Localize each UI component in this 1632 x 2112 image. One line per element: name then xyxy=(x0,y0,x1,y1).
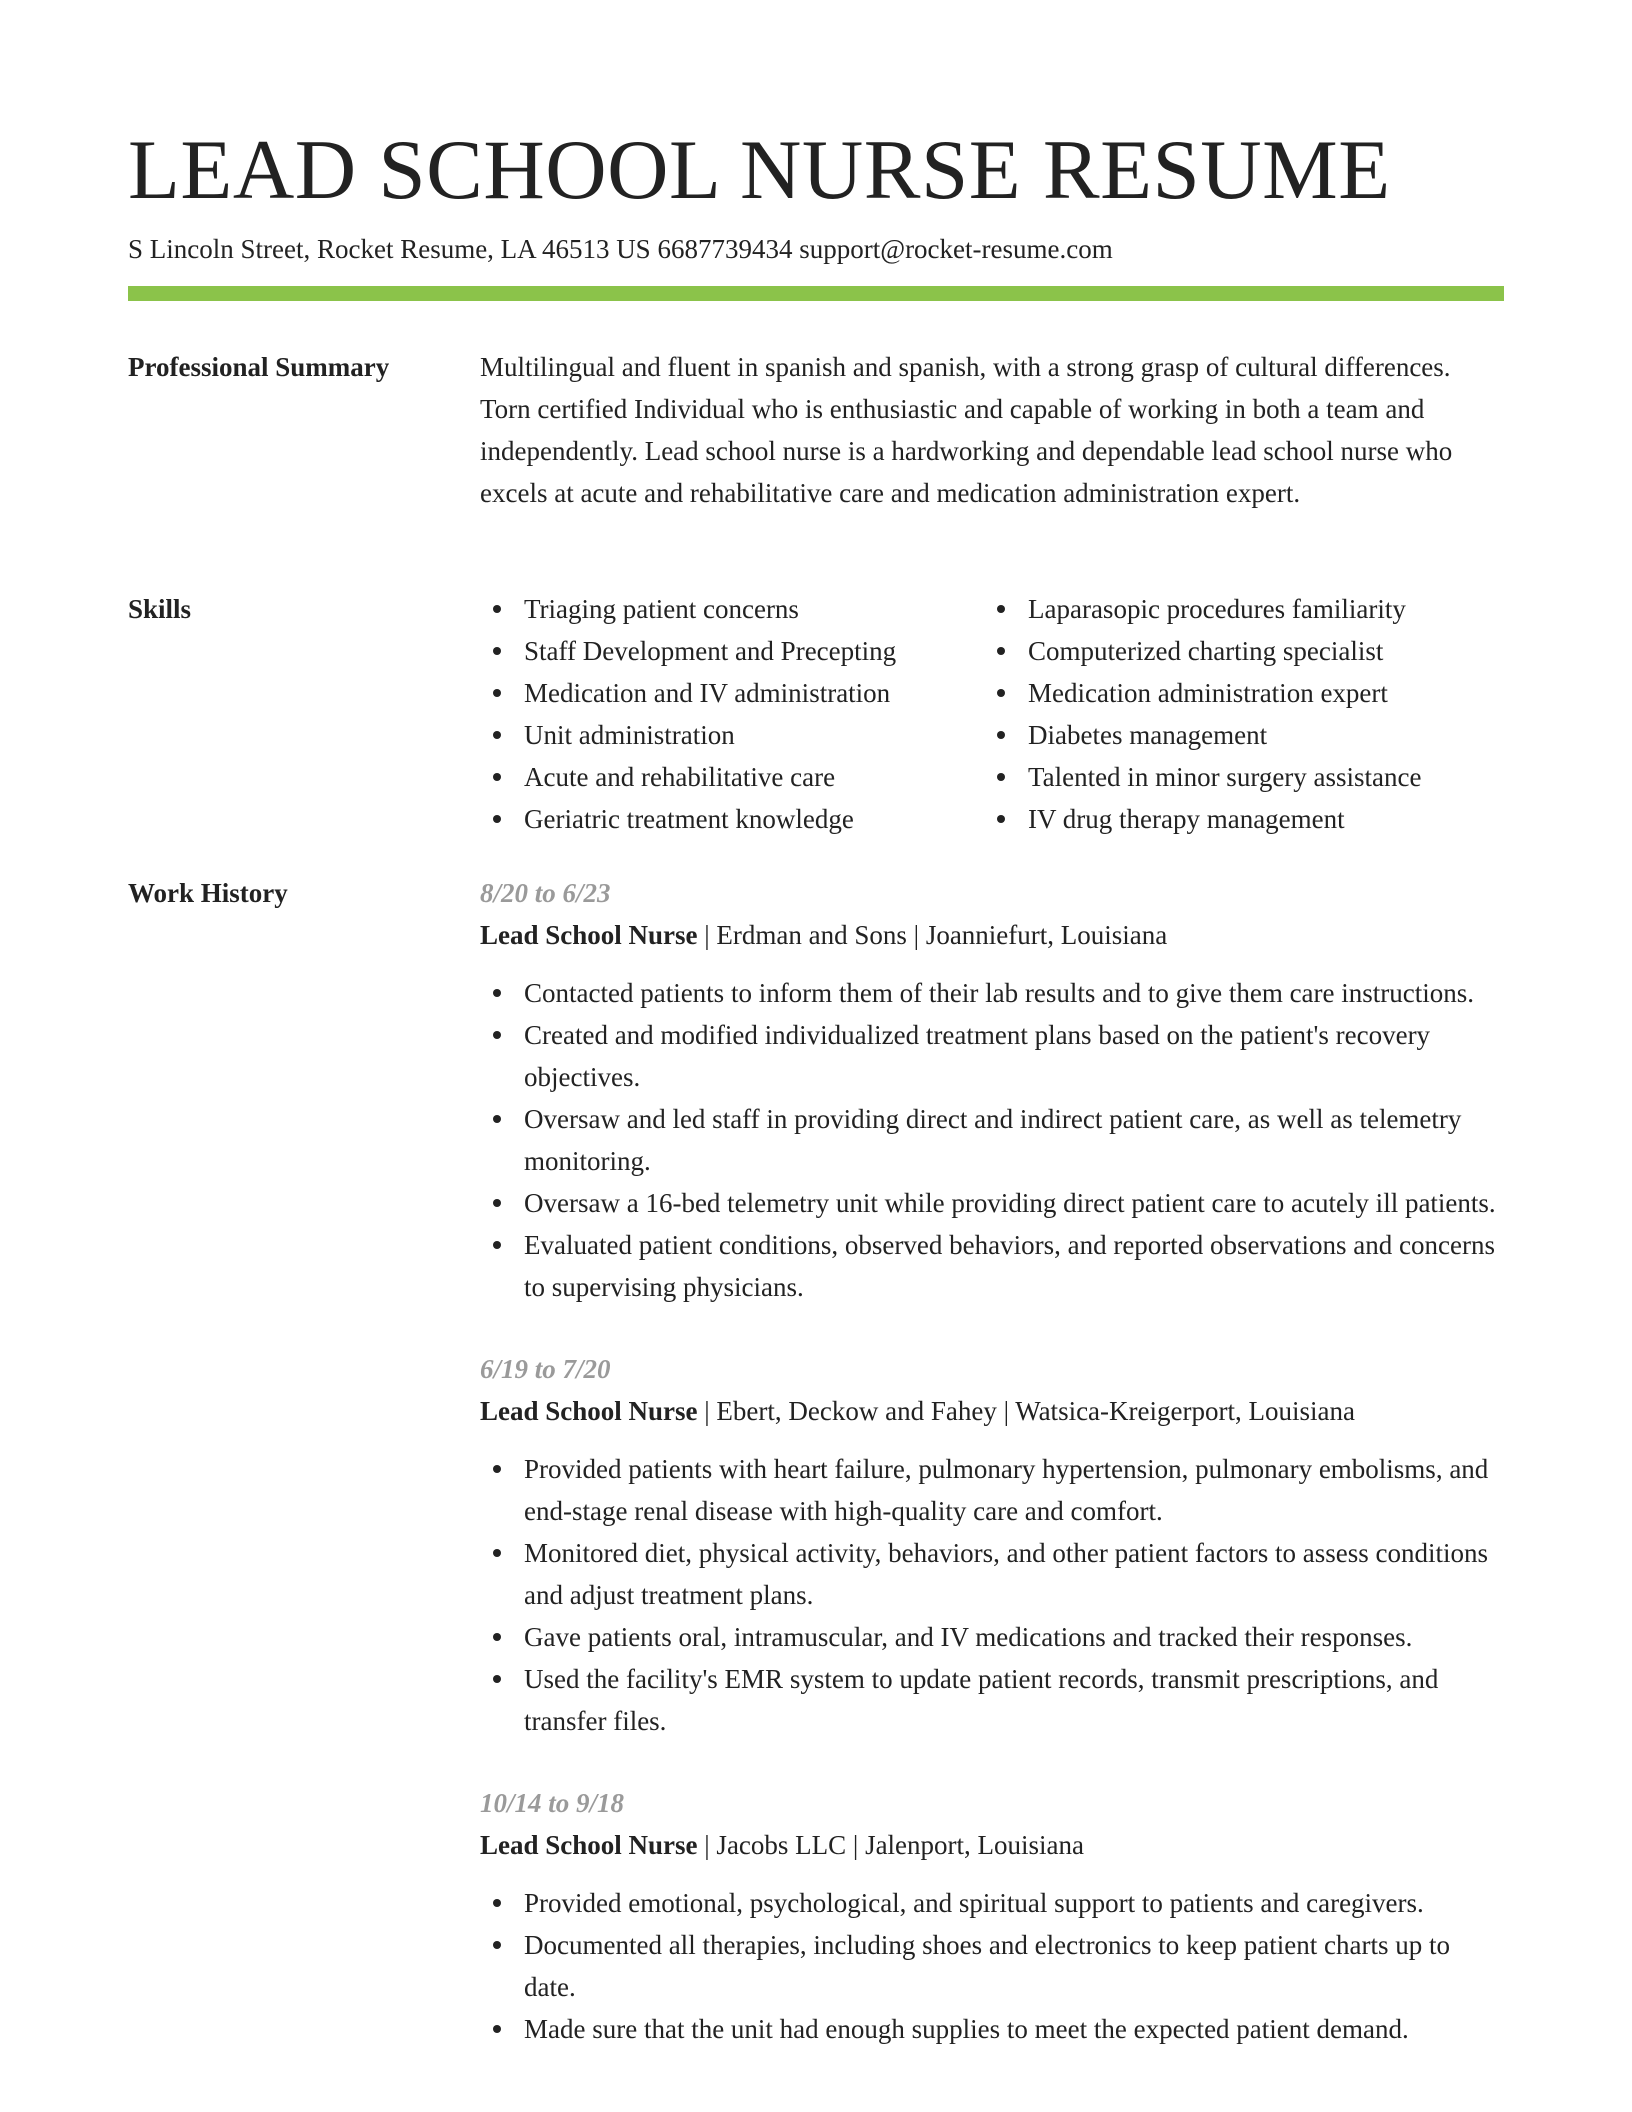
job-bullet: Made sure that the unit had enough supplies to meet the expected patient demand. xyxy=(480,2008,1504,2050)
work-history-body xyxy=(480,872,1504,2090)
job-list xyxy=(480,872,1504,2050)
skill-item: Medication and IV administration xyxy=(480,672,984,714)
job-bullet: Evaluated patient conditions, observed behaviors, and reported observations and concerns to supervising physicians. xyxy=(480,1224,1504,1308)
job-dates: 8/20 to 6/23 xyxy=(480,878,611,908)
job-heading xyxy=(480,1824,1504,1866)
job-bullet: Provided patients with heart failure, pulmonary hypertension, pulmonary embolisms, and end-stage renal disease with high-quality care and comfort. xyxy=(480,1448,1504,1532)
skill-item: Unit administration xyxy=(480,714,984,756)
skill-item: Medication administration expert xyxy=(984,672,1504,714)
skill-item: Diabetes management xyxy=(984,714,1504,756)
job-employer-location: | Ebert, Deckow and Fahey | Watsica-Kreigerport, Louisiana xyxy=(697,1396,1355,1426)
job-bullet: Created and modified individualized treatment plans based on the patient's recovery objectives. xyxy=(480,1014,1504,1098)
job-bullet: Documented all therapies, including shoes and electronics to keep patient charts up to date. xyxy=(480,1924,1504,2008)
skill-item: Staff Development and Precepting xyxy=(480,630,984,672)
job-employer-location: | Erdman and Sons | Joanniefurt, Louisiana xyxy=(697,920,1168,950)
summary-text: Multilingual and fluent in spanish and spanish, with a strong grasp of cultural differences. Torn certified Individual who is enthusiastic and capable of working in both a team and independently. Lead school nurse is a hardworking and dependable lead school nurse who excels at acute and rehabilitative care and medication administration expert. xyxy=(480,352,1453,508)
job-bullet: Gave patients oral, intramuscular, and IV medications and tracked their responses. xyxy=(480,1616,1504,1658)
job-entry xyxy=(480,872,1504,1308)
job-title: Lead School Nurse xyxy=(480,920,698,950)
section-label-summary: Professional Summary xyxy=(128,352,390,382)
job-bullet: Oversaw a 16-bed telemetry unit while providing direct patient care to acutely ill patients. xyxy=(480,1182,1504,1224)
contact-line: S Lincoln Street, Rocket Resume, LA 46513 US 6687739434 support@rocket-resume.com xyxy=(128,234,1113,264)
job-title: Lead School Nurse xyxy=(480,1396,698,1426)
skill-item: Acute and rehabilitative care xyxy=(480,756,984,798)
job-heading xyxy=(480,1390,1504,1432)
job-heading xyxy=(480,914,1504,956)
job-bullet-list xyxy=(480,972,1504,1308)
job-bullet: Contacted patients to inform them of their lab results and to give them care instructions. xyxy=(480,972,1504,1014)
section-label-work-history: Work History xyxy=(128,878,288,908)
job-title: Lead School Nurse xyxy=(480,1830,698,1860)
job-bullet: Monitored diet, physical activity, behaviors, and other patient factors to assess conditions and adjust treatment plans. xyxy=(480,1532,1504,1616)
skill-item: Talented in minor surgery assistance xyxy=(984,756,1504,798)
job-bullet: Provided emotional, psychological, and spiritual support to patients and caregivers. xyxy=(480,1882,1504,1924)
skill-item: IV drug therapy management xyxy=(984,798,1504,840)
summary-body xyxy=(480,346,1504,514)
job-bullet: Used the facility's EMR system to update patient records, transmit prescriptions, and transfer files. xyxy=(480,1658,1504,1742)
skills-body xyxy=(480,588,1504,840)
section-label-skills: Skills xyxy=(128,594,192,624)
page-title: LEAD SCHOOL NURSE RESUME xyxy=(128,123,1391,217)
job-entry xyxy=(480,1782,1504,2050)
job-dates: 10/14 to 9/18 xyxy=(480,1788,625,1818)
job-dates: 6/19 to 7/20 xyxy=(480,1354,611,1384)
job-bullet: Oversaw and led staff in providing direct and indirect patient care, as well as telemetry monitoring. xyxy=(480,1098,1504,1182)
job-bullet-list xyxy=(480,1882,1504,2050)
skill-item: Computerized charting specialist xyxy=(984,630,1504,672)
job-entry xyxy=(480,1348,1504,1742)
skills-list-left xyxy=(480,588,984,840)
skill-item: Geriatric treatment knowledge xyxy=(480,798,984,840)
job-employer-location: | Jacobs LLC | Jalenport, Louisiana xyxy=(697,1830,1085,1860)
skills-list-right xyxy=(984,588,1504,840)
skill-item: Triaging patient concerns xyxy=(480,588,984,630)
accent-divider xyxy=(128,286,1504,301)
skill-item: Laparasopic procedures familiarity xyxy=(984,588,1504,630)
skills-columns xyxy=(480,588,1504,840)
job-bullet-list xyxy=(480,1448,1504,1742)
